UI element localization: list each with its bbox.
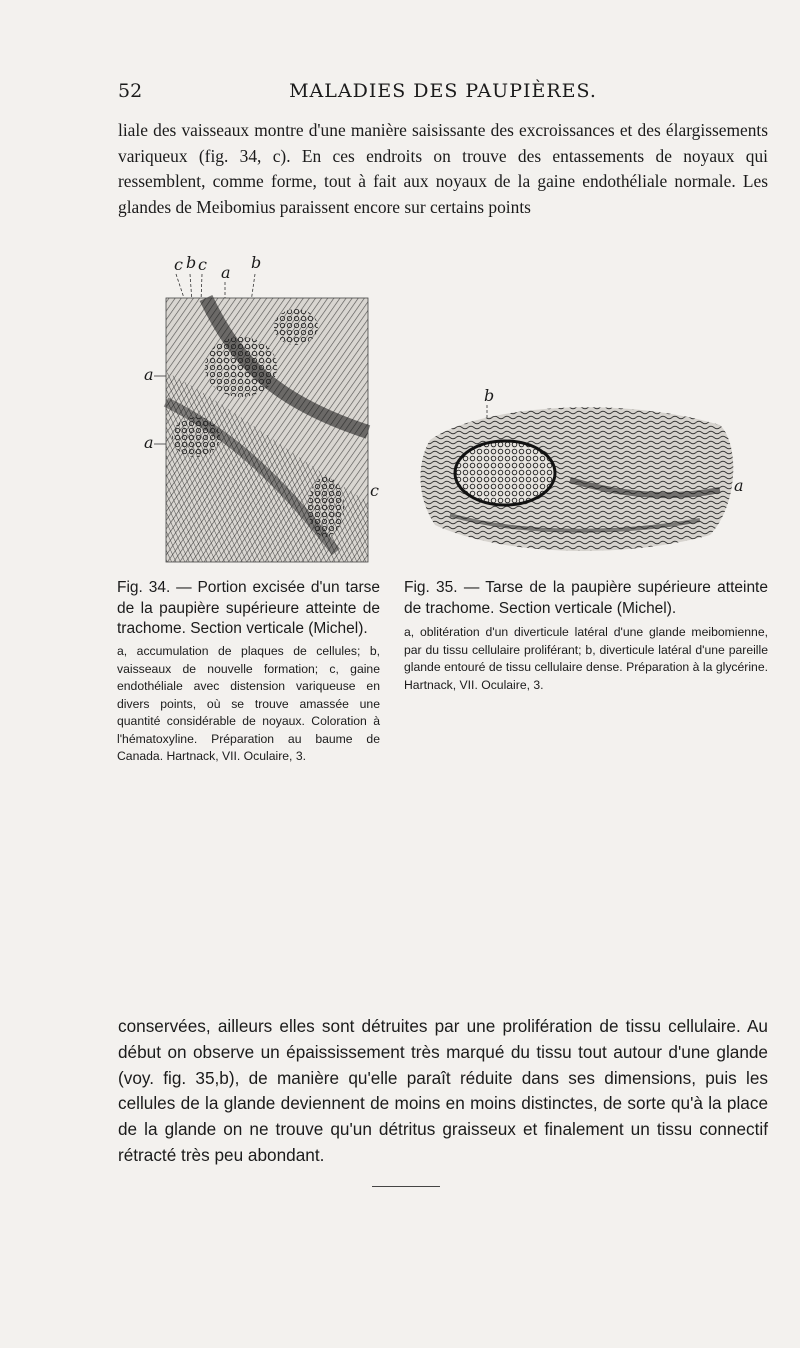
fig34-label-c-mid: c — [198, 255, 207, 274]
figure-35-caption-title: Fig. 35. — Tarse de la paupière supérieure atteinte de trachome. Section verticale (Michel). — [404, 579, 768, 617]
figure-34-illustration — [146, 252, 396, 564]
fig34-label-c-left: c — [174, 255, 183, 274]
fig35-label-b: b — [484, 386, 495, 405]
fig34-label-b-left: b — [186, 253, 197, 272]
fig34-label-b-right: b — [251, 253, 262, 272]
figure-34-caption-title: Fig. 34. — Portion excisée d'un tarse de la paupière supérieure atteinte de trachome. Section verticale (Michel). — [117, 579, 380, 637]
fig34-label-c-right: c — [370, 481, 379, 500]
body-paragraph-top: liale des vaisseaux montre d'une manière saisissante des excroissances et des élargissements variqueux (fig. 34, c). En ces endroits on trouve des entassements de noyaux qui ressemblent, comme forme, tout à fait aux noyaux de la gaine endothéliale normale. Les glandes de Meibomius paraissent encore sur certains points — [118, 120, 768, 217]
figure-35-caption-body: a, oblitération d'un diverticule latéral d'une glande meibomienne, par du tissu cellulaire proliférant; b, diverticule latéral d'une pareille glande entouré de tissu cellulaire dense. Préparation à la glycérine. Hartnack, VII. Oculaire, 3. — [404, 625, 768, 692]
figure-35-illustration — [420, 385, 750, 565]
page-number: 52 — [118, 80, 143, 102]
figure-34-caption-body: a, accumulation de plaques de cellules; b, vaisseaux de nouvelle formation; c, gaine endothéliale avec distension variqueuse en divers points, où se trouve amassée une quantité considérable de noyaux. Coloration à l'hématoxyline. Préparation au baume de Canada. Hartnack, VII. Oculaire, 3. — [117, 644, 380, 763]
fig34-label-a-top: a — [221, 263, 231, 282]
fig35-label-a: a — [734, 476, 744, 495]
page-header — [118, 80, 768, 110]
body-paragraph-bottom: conservées, ailleurs elles sont détruites par une prolifération de tissu cellulaire. Au début on observe un épaississement très marqué du tissu tout autour d'une glande (voy. fig. 35,b), de manière qu'elle paraît réduite dans ses dimensions, puis les cellules de la glande deviennent de moins en moins distinctes, de sorte qu'à la place de la glande on ne trouve qu'un détritus graisseux et finalement un tissu connectif rétracté très peu abondant. — [118, 1016, 768, 1165]
figure-35-engraving — [420, 385, 750, 565]
figure-34-engraving — [146, 252, 396, 564]
footer-rule — [372, 1186, 440, 1187]
fig34-label-a-side-2: a — [144, 433, 154, 452]
fig34-label-a-side-1: a — [144, 365, 154, 384]
running-title: MALADIES DES PAUPIÈRES. — [289, 80, 597, 102]
